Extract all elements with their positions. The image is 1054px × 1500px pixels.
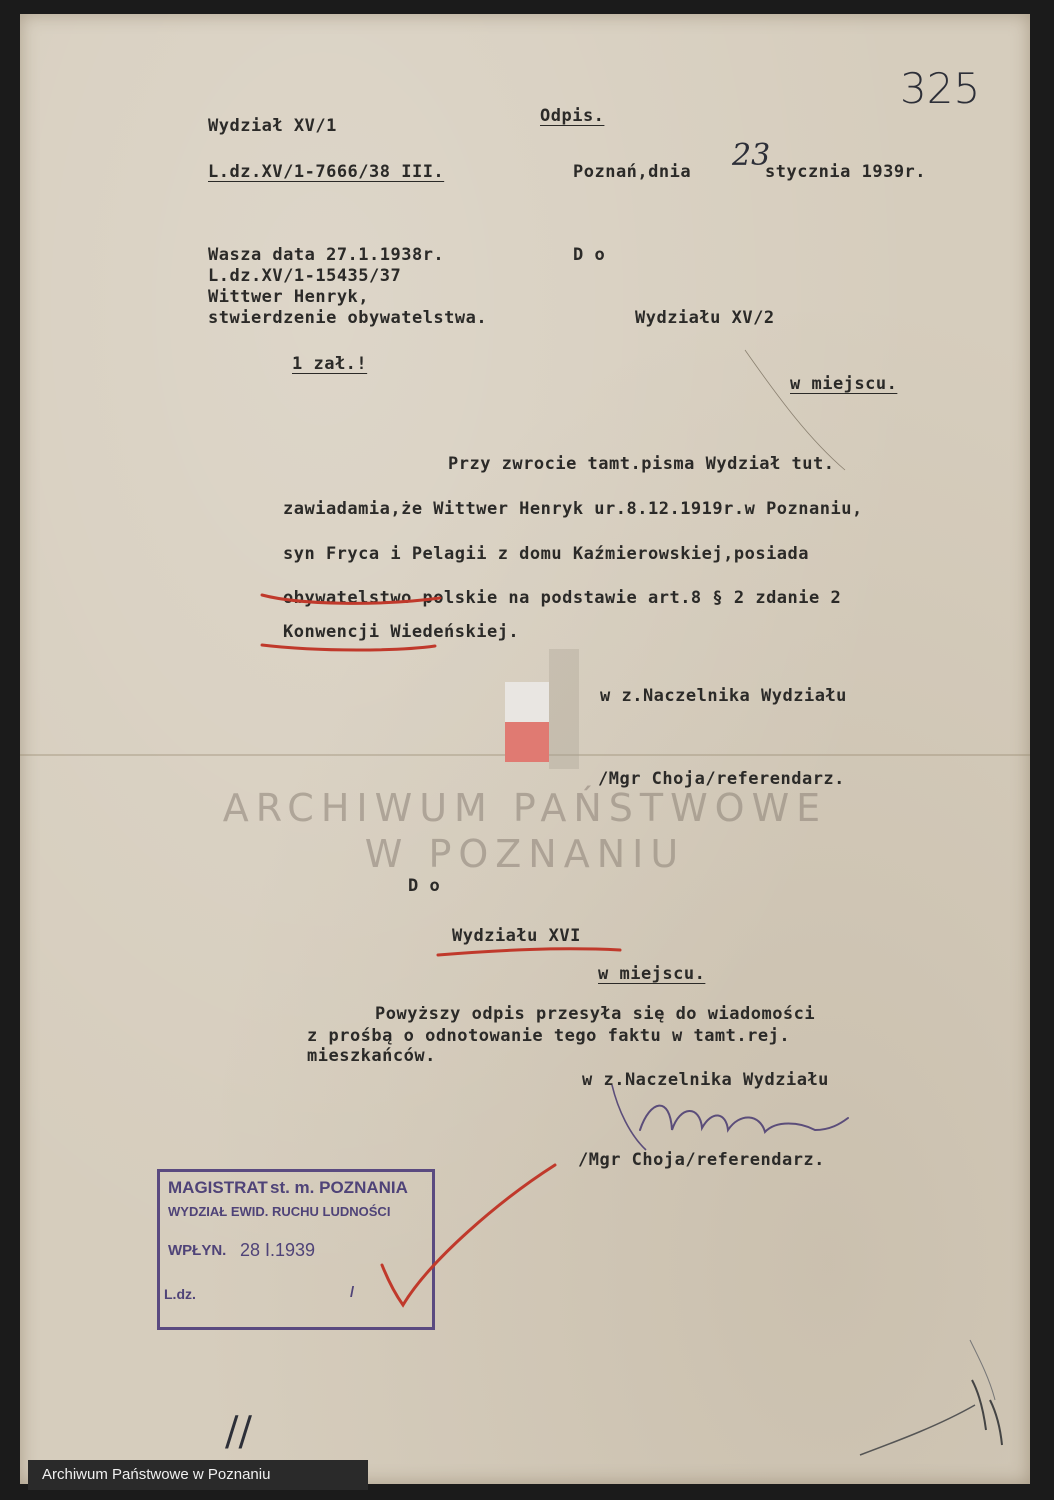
archive-number: 325 xyxy=(900,64,981,113)
your-reference: L.dz.XV/1-15435/37 xyxy=(208,266,402,286)
stamp-city: st. m. POZNANIA xyxy=(270,1178,408,1197)
forward-note-line-3: mieszkańców. xyxy=(307,1046,436,1066)
addressee-1-name: Wydziału XV/2 xyxy=(635,308,775,328)
archive-watermark-line-1: ARCHIWUM PAŃSTWOWE xyxy=(222,786,828,830)
subject-name: Wittwer Henryk, xyxy=(208,287,370,307)
pencil-scratch xyxy=(745,350,845,470)
addressee-2-place: w miejscu. xyxy=(598,964,706,984)
red-underline-wydzialu-xvi xyxy=(438,949,620,955)
body-line-5: Konwencji Wiedeńskiej. xyxy=(283,622,520,642)
margin-mark: // xyxy=(225,1409,252,1455)
pencil-mark-bottom-right xyxy=(860,1405,975,1455)
body-line-2: zawiadamia,że Wittwer Henryk ur.8.12.1919r.w Poznaniu, xyxy=(283,499,863,519)
your-date: Wasza data 27.1.1938r. xyxy=(208,245,445,265)
subject-matter: stwierdzenie obywatelstwa. xyxy=(208,308,488,328)
body-line-4: obywatelstwo polskie na podstawie art.8 § 2 zdanie 2 xyxy=(283,588,842,608)
signature-2-on-behalf: w z.Naczelnika Wydziału xyxy=(582,1070,829,1090)
signature-1-on-behalf: w z.Naczelnika Wydziału xyxy=(600,686,847,706)
pencil-line-right xyxy=(970,1340,995,1400)
place-date: Poznań,dnia xyxy=(573,162,692,182)
document-type: Odpis. xyxy=(540,106,605,126)
pencil-initial xyxy=(972,1380,1002,1445)
stamp-ldz-value: / xyxy=(350,1284,355,1301)
body-line-1: Przy zwrocie tamt.pisma Wydział tut. xyxy=(448,454,835,474)
signature-1-name: /Mgr Choja/referendarz. xyxy=(598,769,845,789)
red-checkmark xyxy=(382,1165,555,1305)
red-underline-obywatelstwo xyxy=(262,595,440,603)
attachment-note: 1 zał.! xyxy=(292,354,368,374)
addressee-2-to: D o xyxy=(408,876,441,896)
archive-watermark-line-2: W POZNANIU xyxy=(364,832,686,876)
handwritten-day: 23 xyxy=(732,138,771,173)
addressee-2-name: Wydziału XVI xyxy=(452,926,581,946)
stamp-department: WYDZIAŁ EWID. RUCHU LUDNOŚCI xyxy=(168,1204,391,1219)
signature-scribble xyxy=(640,1106,848,1132)
department-label: Wydział XV/1 xyxy=(208,116,337,136)
signature-2-name: /Mgr Choja/referendarz. xyxy=(578,1150,825,1170)
forward-note-line-2: z prośbą o odnotowanie tego faktu w tamt.rej. xyxy=(307,1026,791,1046)
red-underline-konwencji xyxy=(262,645,435,650)
addressee-1-place: w miejscu. xyxy=(790,374,898,394)
stamp-magistrat: MAGISTRAT xyxy=(168,1178,268,1197)
addressee-1-to: D o xyxy=(573,245,606,265)
reference-number: L.dz.XV/1-7666/38 III. xyxy=(208,162,445,182)
body-line-3: syn Fryca i Pelagii z domu Kaźmierowskiej,posiada xyxy=(283,544,810,564)
archive-footer-label: Archiwum Państwowe w Poznaniu xyxy=(28,1460,368,1490)
stamp-ldz-label: L.dz. xyxy=(164,1286,196,1302)
stamp-received-date: 28 I.1939 xyxy=(240,1240,316,1260)
signature-tail xyxy=(612,1085,646,1150)
stamp-received-label: WPŁYN. xyxy=(168,1242,227,1259)
forward-note-line-1: Powyższy odpis przesyła się do wiadomości xyxy=(375,1004,816,1024)
month-year: stycznia 1939r. xyxy=(765,162,927,182)
